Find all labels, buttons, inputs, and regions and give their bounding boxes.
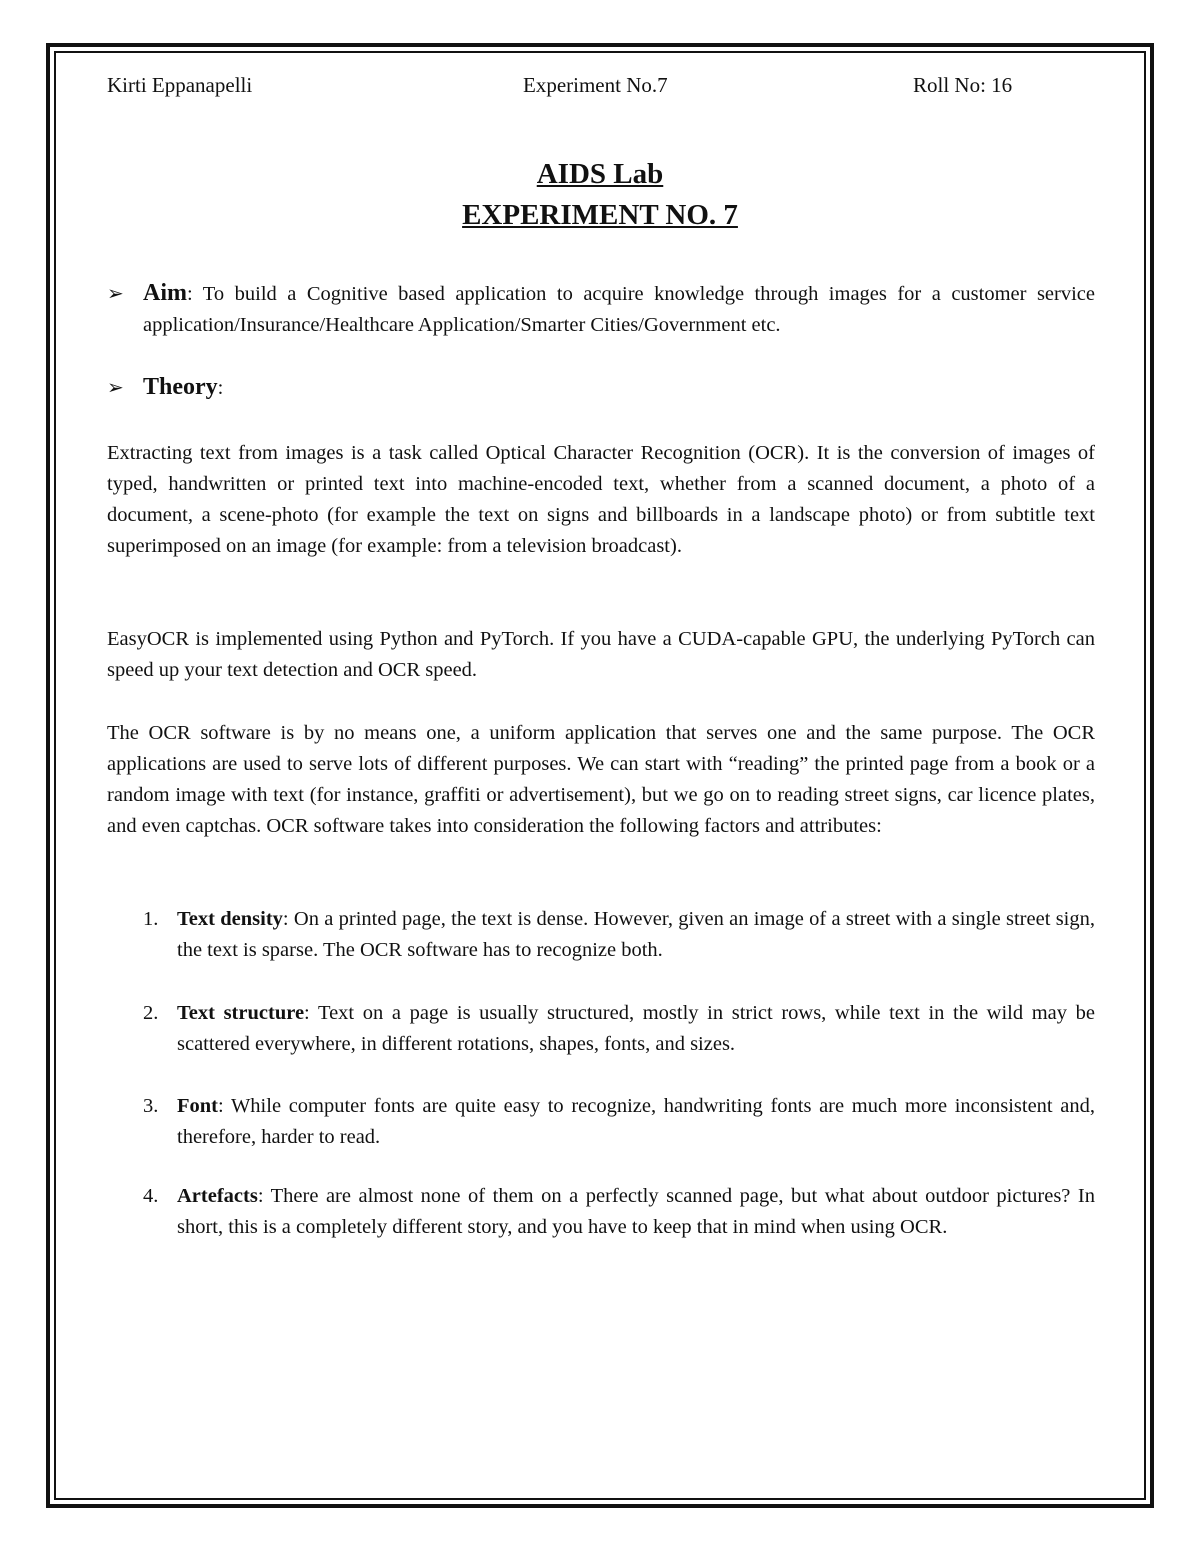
factor-term: Artefacts: [177, 1185, 258, 1207]
list-number: 4.: [143, 1185, 159, 1207]
paragraph-easyocr: EasyOCR is implemented using Python and PyTorch. If you have a CUDA-capable GPU, the underlying PyTorch can speed up your text detection and OCR speed.: [107, 628, 1095, 681]
experiment-number: Experiment No.7: [523, 73, 668, 97]
factor-term: Font: [177, 1095, 218, 1117]
list-number: 3.: [143, 1095, 159, 1117]
roll-number: Roll No: 16: [913, 73, 1013, 97]
experiment-title: EXPERIMENT NO. 7: [462, 199, 738, 231]
theory-label: Theory: [143, 374, 218, 400]
aim-section: [107, 278, 1095, 341]
aim-label: Aim: [143, 280, 187, 306]
list-item: [107, 1181, 1095, 1243]
lab-title: AIDS Lab: [536, 158, 664, 190]
factor-text: : While computer fonts are quite easy to recognize, handwriting fonts are much more inconsistent and, therefore, harder to read.: [177, 1095, 1095, 1148]
list-number: 1.: [143, 908, 159, 930]
arrow-bullet-icon: ➢: [107, 375, 124, 399]
factor-term: Text density: [177, 908, 283, 930]
author-name: Kirti Eppanapelli: [107, 73, 253, 97]
arrow-bullet-icon: ➢: [107, 281, 124, 305]
factor-text: : Text on a page is usually structured, mostly in strict rows, while text in the wild may be scattered everywhere, in different rotations, shapes, fonts, and sizes.: [177, 1002, 1095, 1055]
paragraph-ocr-software: The OCR software is by no means one, a uniform application that serves one and the same purpose. The OCR applications are used to serve lots of different purposes. We can start with “reading” the printed page from a book or a random image with text (for instance, graffiti or advertisement), but we go on to reading street signs, car licence plates, and even captchas. OCR software takes into consideration the following factors and attributes:: [107, 722, 1095, 837]
theory-colon: :: [217, 377, 224, 399]
factor-text: : There are almost none of them on a perfectly scanned page, but what about outdoor pictures? In short, this is a completely different story, and you have to keep that in mind when using OCR.: [177, 1185, 1095, 1238]
list-number: 2.: [143, 1002, 159, 1024]
paragraph-ocr-definition: Extracting text from images is a task called Optical Character Recognition (OCR). It is the conversion of images of typed, handwritten or printed text into machine-encoded text, whether from a scanned document, a photo of a document, a scene-photo (for example the text on signs and billboards in a landscape photo) or from subtitle text superimposed on an image (for example: from a television broadcast).: [107, 442, 1095, 557]
factor-term: Text structure: [177, 1002, 305, 1024]
list-item: [107, 904, 1095, 966]
theory-heading: [107, 372, 1095, 404]
list-item: [107, 998, 1095, 1060]
list-item: [107, 1091, 1095, 1153]
page-header: [107, 73, 1095, 101]
aim-text: : To build a Cognitive based application to acquire knowledge through images for a customer service application/Insurance/Healthcare Application/Smarter Cities/Government etc.: [143, 283, 1095, 336]
factor-text: : On a printed page, the text is dense. However, given an image of a street with a single street sign, the text is sparse. The OCR software has to recognize both.: [177, 908, 1095, 961]
